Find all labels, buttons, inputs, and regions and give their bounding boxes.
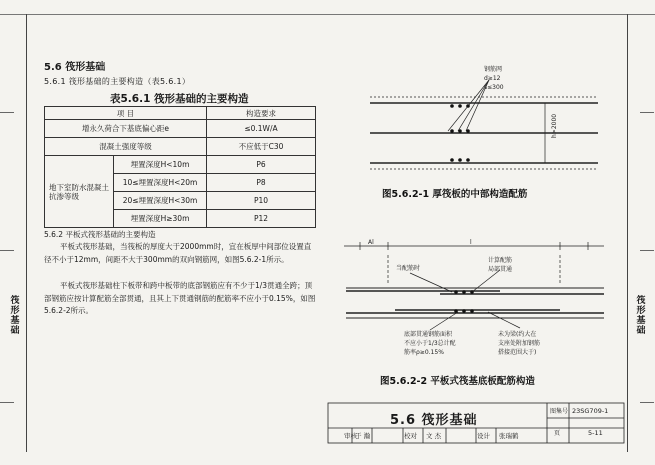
tb-page-no: 5-11	[588, 429, 603, 437]
table-group-label: 地下室防水混凝土抗渗等级	[45, 156, 114, 228]
fig2-note-bottom-left-1: 底部贯通钢筋面积	[404, 331, 453, 338]
fig2-note-bottom-left-2: 不应小于1/3总计配	[404, 340, 456, 347]
fig2-note-bottom-right-3: 搭接范围大于)	[498, 349, 537, 356]
table-cell-item: 10≤埋置深度H<20m	[114, 174, 207, 192]
table-header-req: 构造要求	[207, 107, 316, 120]
tb-atlas-label: 图集号	[550, 408, 569, 415]
fig2-note-bottom-right-2: 支座处附加钢筋	[498, 340, 541, 347]
tb-atlas-no: 23SG709-1	[572, 407, 609, 415]
table-cell-item: 埋置深度H≥30m	[114, 210, 207, 228]
fig2-drawing	[344, 242, 604, 330]
paragraph-1: 平板式筏形基础，当筏板的厚度大于2000mm时，宜在板厚中间部位设置直径不小于12mm，间距不大于300mm的双向钢筋网，如图5.6.2-1所示。	[44, 242, 312, 264]
paragraph-2: 平板式筏形基础柱下板带和跨中板带的底部钢筋应有不少于1/3贯通全跨；顶部钢筋应按计算配筋全部贯通，且其上下贯通钢筋的配筋率不应小于0.15%，如图5.6.2-2所示。	[44, 281, 316, 315]
table-caption: 表5.6.1 筏形基础的主要构造	[110, 93, 249, 105]
tb-name-review: 于 瀚	[355, 432, 371, 440]
section-title: 5.6 筏形基础	[44, 62, 106, 73]
fig1-drawing	[370, 80, 598, 169]
subsection-title-1: 5.6.1 筏形基础的主要构造（表5.6.1）	[44, 77, 191, 86]
fig2-note-bottom-right-1: 未为梁(约大在	[498, 331, 537, 338]
table-cell-req: 不应低于C30	[207, 138, 316, 156]
table-cell-req: P6	[207, 156, 316, 174]
title-block-title: 5.6 筏形基础	[390, 413, 478, 428]
table-cell-item: 混凝土强度等级	[45, 138, 207, 156]
fig1-note-line2: d≥12	[484, 75, 501, 82]
fig2-dim-span: l	[470, 239, 472, 246]
fig2-note-top-right-2: 局部贯通	[488, 266, 513, 273]
fig2-note-top-right-1: 计算配筋	[488, 257, 513, 264]
fig2-note-top-left: 当配筋时	[396, 265, 421, 272]
side-tab-right: 筏形基础	[636, 296, 646, 336]
tb-label-design: 设计	[477, 432, 490, 440]
tb-page-label: 页	[554, 430, 561, 437]
tb-label-review: 审核	[344, 432, 357, 440]
fig2-caption: 图5.6.2-2 平板式筏基底板配筋构造	[380, 376, 535, 387]
table-cell-req: P8	[207, 174, 316, 192]
table-cell-req: P10	[207, 192, 316, 210]
fig2-note-bottom-left-3: 筋率ρ≥0.15%	[404, 349, 444, 356]
table-cell-item: 20≤埋置深度H<30m	[114, 192, 207, 210]
table-cell-item: 埋置深度H<10m	[114, 156, 207, 174]
fig1-dimension: h>2000	[551, 113, 558, 138]
table-header-item: 项 目	[45, 107, 207, 120]
subsection-title-2: 5.6.2 平板式筏形基础的主要构造	[44, 230, 156, 239]
fig1-note-line3: s≤300	[484, 84, 504, 91]
table-cell-req: ≤0.1W/A	[207, 120, 316, 138]
fig1-note-line1: 钢筋网	[484, 66, 503, 73]
side-tab-left: 筏形基础	[10, 296, 20, 336]
fig1-caption: 图5.6.2-1 厚筏板的中部构造配筋	[382, 189, 528, 200]
fig2-dim-a: Al	[368, 239, 374, 246]
tb-name-design: 张瑞鹤	[499, 432, 519, 440]
tb-name-check: 文 杰	[426, 432, 442, 440]
table-cell-req: P12	[207, 210, 316, 228]
table-cell-item: 增永久荷合下基底偏心距e	[45, 120, 207, 138]
tb-label-check: 校对	[404, 432, 417, 440]
